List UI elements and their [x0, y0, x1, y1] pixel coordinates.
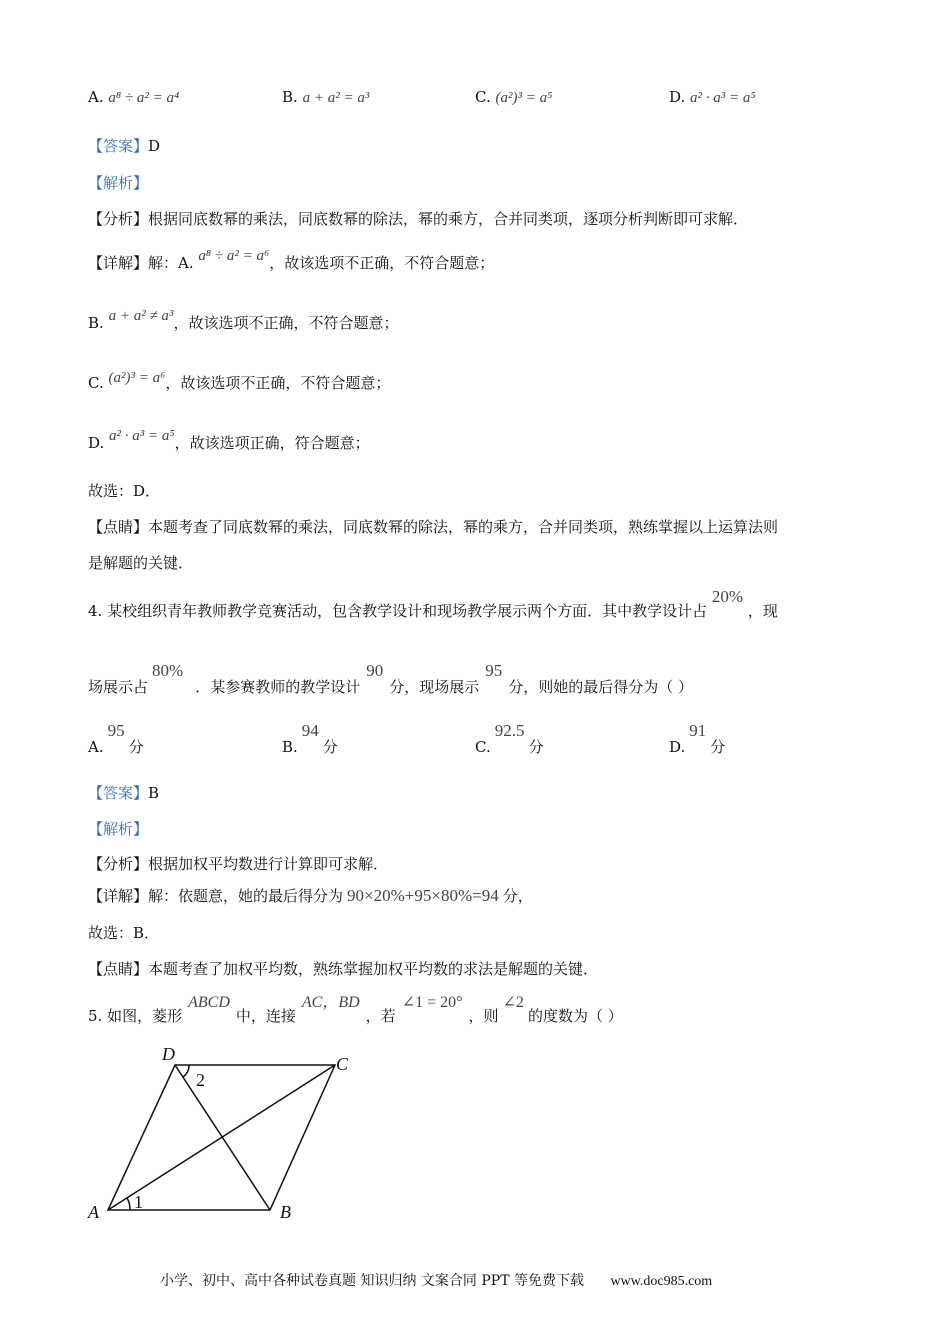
option-label: B.	[282, 738, 298, 756]
stem-text: 分，则她的最后得分为（ ）	[508, 678, 693, 696]
q3-xiangjie-a	[88, 248, 495, 273]
q4-stem-2	[88, 661, 693, 697]
q3-xiangjie-c	[88, 372, 390, 393]
expr-a: a⁸ ÷ a² = a⁶	[198, 248, 270, 264]
option-expr: a + a² = a³	[302, 90, 370, 106]
angle-1-arc	[127, 1198, 130, 1210]
stem-text: 中，连接	[235, 1007, 296, 1025]
option-unit: 分	[528, 738, 544, 756]
dianjing-tag: 【点睛】	[88, 960, 149, 978]
fenxi-text: 根据同底数幂的乘法，同底数幂的除法，幂的乘方，合并同类项，逐项分析判断即可求解．	[148, 210, 749, 228]
text-d: ，故该选项正确，符合题意；	[174, 434, 370, 452]
q3-option-c	[475, 88, 552, 107]
xiangjie-tag: 【详解】	[88, 254, 149, 272]
stem-text: 场展示占	[88, 678, 149, 696]
stem-text: ．某参赛教师的教学设计	[195, 678, 361, 696]
dianjing-text: 本题考查了加权平均数，熟练掌握加权平均数的求法是解题的关键．	[148, 960, 599, 978]
stem-text: ，则	[468, 1007, 499, 1025]
pct-show: 80%	[152, 661, 184, 680]
q3-option-d	[669, 88, 756, 107]
q4-guxuan: 故选：B．	[88, 924, 160, 942]
answer-tag: 【答案】	[88, 137, 149, 155]
q4-xiangjie	[88, 885, 533, 906]
option-value: 92.5	[494, 721, 525, 740]
q3-answer	[88, 135, 160, 156]
q4-fenxi	[88, 853, 388, 874]
stem-text: 的度数为（ ）	[527, 1007, 623, 1025]
option-label: B.	[282, 88, 298, 106]
q3-dianjing-1	[88, 516, 778, 537]
label-b: B	[280, 1202, 291, 1222]
xiangjie-tag: 【详解】	[88, 887, 149, 905]
label-b: B.	[88, 314, 104, 332]
q3-guxuan: 故选：D．	[88, 482, 161, 500]
answer-value: B	[148, 784, 160, 802]
q4-option-a	[88, 721, 144, 757]
dianjing-tag: 【点睛】	[88, 518, 149, 536]
footer-url-link[interactable]: www.doc985.com	[610, 1274, 713, 1289]
q5-stem	[88, 994, 623, 1026]
expr-d: a² · a³ = a⁵	[109, 428, 175, 444]
answer-value: D	[148, 137, 161, 155]
option-expr: (a²)³ = a⁵	[495, 90, 553, 106]
q3-option-b	[282, 88, 369, 107]
option-value: 95	[107, 721, 125, 740]
diagonal-bd	[175, 1065, 270, 1210]
option-value: 94	[301, 721, 319, 740]
footer-text: 小学、初中、高中各种试卷真题 知识归纳 文案合同 PPT 等免费下载	[160, 1273, 584, 1289]
option-label: A.	[88, 738, 104, 756]
label-a: A	[88, 1202, 99, 1222]
diagonals: AC，BD	[301, 994, 360, 1011]
option-label: D.	[669, 738, 686, 756]
fenxi-tag: 【分析】	[88, 855, 149, 873]
q4-option-b	[282, 721, 338, 757]
label-d: D	[162, 1044, 175, 1064]
option-unit: 分	[710, 738, 726, 756]
option-unit: 分	[322, 738, 338, 756]
rhombus-figure	[80, 1040, 370, 1225]
label-angle-2: 2	[196, 1070, 205, 1090]
label-c: C	[336, 1054, 349, 1074]
pct-design: 20%	[711, 587, 744, 606]
label-angle-1: 1	[134, 1192, 143, 1212]
q4-jiexi-tag: 【解析】	[88, 820, 149, 838]
angle-ask: ∠2	[502, 994, 524, 1011]
answer-tag: 【答案】	[88, 784, 149, 802]
xiangjie-suffix: 分，	[502, 887, 533, 905]
q3-xiangjie-b	[88, 308, 399, 333]
q3-xiangjie-d	[88, 428, 370, 453]
label-c: C.	[88, 374, 104, 392]
xiangjie-prefix: 解：依题意，她的最后得分为	[148, 887, 344, 905]
angle-condition: ∠1 = 20°	[401, 994, 463, 1011]
footer	[160, 1270, 712, 1290]
score-show: 95	[485, 661, 503, 680]
option-label: D.	[669, 88, 686, 106]
expr-c: (a²)³ = a⁶	[108, 370, 166, 386]
q3-fenxi	[88, 208, 748, 229]
label-d: D.	[88, 434, 105, 452]
angle-2-arc	[183, 1065, 189, 1077]
stem-text: 4. 某校组织青年教师教学竞赛活动，包含教学设计和现场教学展示两个方面．其中教学设计占	[88, 602, 708, 620]
option-expr: a⁸ ÷ a² = a⁴	[108, 90, 180, 106]
option-unit: 分	[128, 738, 144, 756]
q3-jiexi-tag: 【解析】	[88, 174, 149, 192]
text-a: ，故该选项不正确，不符合题意；	[269, 254, 495, 272]
option-label: A.	[88, 88, 104, 106]
option-label: C.	[475, 88, 491, 106]
fenxi-tag: 【分析】	[88, 210, 149, 228]
expr-b: a + a² ≠ a³	[108, 308, 174, 324]
score-design: 90	[366, 661, 384, 680]
q4-stem-1	[88, 587, 778, 621]
q4-option-c	[475, 721, 544, 757]
q4-option-d	[669, 721, 726, 757]
stem-text: ，若	[365, 1007, 396, 1025]
option-value: 91	[689, 721, 707, 740]
stem-text: 5. 如图，菱形	[88, 1007, 183, 1025]
text-b: ，故该选项不正确，不符合题意；	[173, 314, 399, 332]
q3-dianjing-2: 是解题的关键．	[88, 554, 194, 572]
xiangjie-expr: 90×20%+95×80%=94	[347, 886, 499, 905]
fenxi-text: 根据加权平均数进行计算即可求解．	[148, 855, 389, 873]
shape-name: ABCD	[188, 994, 230, 1011]
stem-end: ，现	[747, 602, 778, 620]
q4-answer	[88, 782, 159, 803]
option-expr: a² · a³ = a⁵	[690, 90, 756, 106]
option-label: C.	[475, 738, 491, 756]
dianjing-text: 本题考查了同底数幂的乘法，同底数幂的除法，幂的乘方，合并同类项，熟练掌握以上运算法则	[148, 518, 779, 536]
q4-dianjing	[88, 958, 598, 979]
stem-text: 分，现场展示	[389, 678, 480, 696]
xiangjie-prefix: 解：A.	[148, 254, 194, 272]
q3-option-a	[88, 88, 179, 107]
text-c: ，故该选项不正确，不符合题意；	[165, 374, 391, 392]
